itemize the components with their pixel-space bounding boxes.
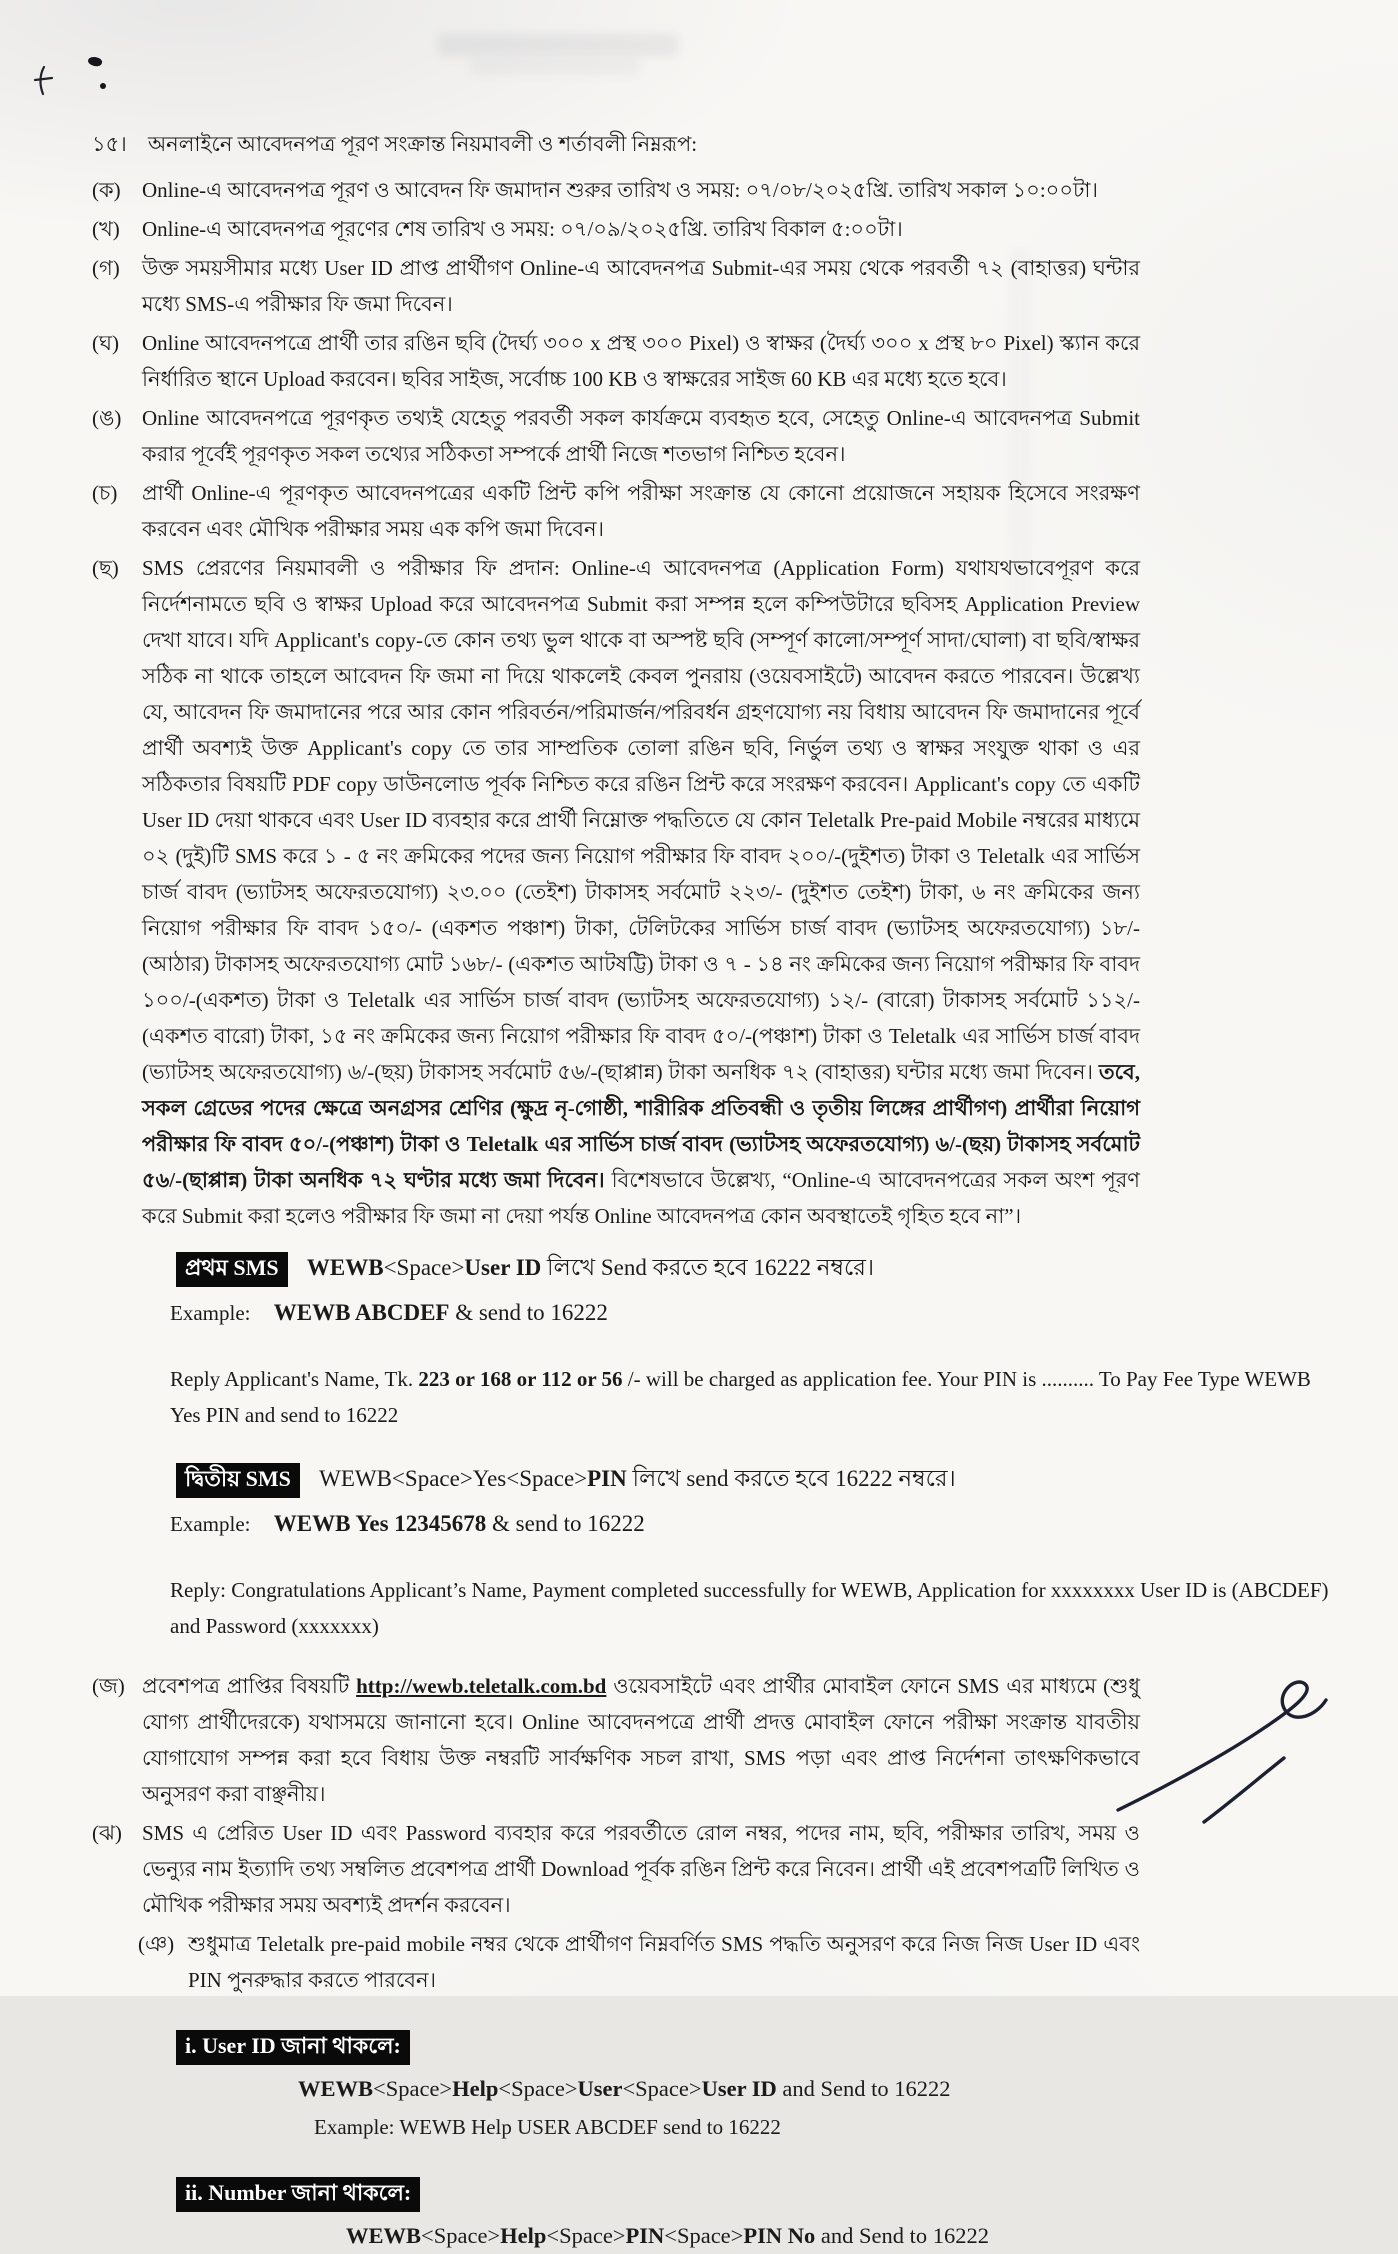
item-text: প্রার্থী Online-এ পূরণকৃত আবেদনপত্রের একটি প্রিন্ট কপি পরীক্ষা সংক্রান্ত যে কোনো প্রয়োজনে সহায়ক হিসেবে সংরক্ষণ করবেন এবং মৌখিক পরীক্ষার সময় এক কপি জমা দিবেন। bbox=[142, 481, 1140, 541]
sms-first-command: WEWB<Space>User ID লিখে Send করতে হবে 16222 নম্বরে। bbox=[306, 1255, 875, 1280]
item-label: (খ) bbox=[92, 217, 120, 241]
help-i-command: WEWB<Space>Help<Space>User<Space>User ID and Send to 16222 bbox=[298, 2076, 951, 2101]
item-label: (ঘ) bbox=[92, 331, 119, 355]
sms-first-example-line bbox=[170, 1295, 1140, 1331]
section-title: অনলাইনে আবেদনপত্র পূরণ সংক্রান্ত নিয়মাবলী ও শর্তাবলী নিম্নরূপ: bbox=[148, 132, 698, 156]
list-item-ka bbox=[92, 172, 1140, 208]
help-ii-command: WEWB<Space>Help<Space>PIN<Space>PIN No and Send to 16222 bbox=[346, 2223, 989, 2248]
help-ii-badge: ii. Number জানা থাকলে: bbox=[176, 2177, 420, 2212]
bleed-through-smudge bbox=[438, 34, 678, 56]
list-item-nya-recovery bbox=[138, 1926, 1140, 1998]
bleed-through-smudge bbox=[470, 60, 640, 74]
ink-spot bbox=[87, 55, 103, 68]
sms-second-reply: Reply: Congratulations Applicant’s Name, Payment completed successfully for WEWB, Application for xxxxxxxx User ID is (ABCDEF) and Password (xxxxxxx) bbox=[170, 1578, 1329, 1638]
item-text: Online-এ আবেদনপত্র পূরণের শেষ তারিখ ও সময়: ০৭/০৯/২০২৫খ্রি. তারিখ বিকাল ৫:০০টা। bbox=[142, 217, 903, 241]
item-label: (ঙ) bbox=[92, 406, 122, 430]
list-item-kha bbox=[92, 211, 1140, 247]
sms-first-example: WEWB ABCDEF & send to 16222 bbox=[273, 1300, 608, 1325]
list-item-uma bbox=[92, 400, 1140, 472]
item-label: (ঞ) bbox=[138, 1932, 175, 1956]
sms-second-example: WEWB Yes 12345678 & send to 16222 bbox=[273, 1511, 645, 1536]
sms-second-command: WEWB<Space>Yes<Space>PIN লিখে send করতে হবে 16222 নম্বরে। bbox=[319, 1466, 956, 1491]
list-item-jha-download bbox=[92, 1815, 1140, 1923]
sms-first-badge: প্রথম SMS bbox=[176, 1252, 288, 1287]
item-label: (ক) bbox=[92, 178, 121, 202]
help-i-badge-line bbox=[176, 2028, 1140, 2065]
help-i-badge: i. User ID জানা থাকলে: bbox=[176, 2030, 410, 2065]
list-item-gha bbox=[92, 325, 1140, 397]
signature bbox=[1108, 1662, 1338, 1832]
sms-first-command-line bbox=[176, 1250, 1140, 1287]
list-item-ga bbox=[92, 250, 1140, 322]
sms-first-reply: Reply Applicant's Name, Tk. 223 or 168 or 112 or 56 /- will be charged as application fee. Your PIN is .......... To Pay Fee Type WEWB Yes PIN and send to 16222 bbox=[170, 1367, 1311, 1427]
item-text: শুধুমাত্র Teletalk pre-paid mobile নম্বর থেকে প্রার্থীগণ নিম্নবর্ণিত SMS পদ্ধতি অনুসরণ করে নিজ নিজ User ID এবং PIN পুনরুদ্ধার করতে পারবেন। bbox=[188, 1932, 1140, 1992]
item-text: উক্ত সময়সীমার মধ্যে User ID প্রাপ্ত প্রার্থীগণ Online-এ আবেদনপত্র Submit-এর সময় থেকে পরবর্তী ৭২ (বাহাত্তর) ঘন্টার মধ্যে SMS-এ পরীক্ষার ফি জমা দিবেন। bbox=[142, 256, 1140, 316]
help-ii-badge-line bbox=[176, 2175, 1140, 2212]
item-label: (ঝ) bbox=[92, 1821, 122, 1845]
sms-second-badge: দ্বিতীয় SMS bbox=[176, 1463, 300, 1498]
document-body bbox=[92, 126, 1329, 2254]
list-item-ja-admit-card bbox=[92, 1668, 1140, 1812]
item-text: SMS প্রেরণের নিয়মাবলী ও পরীক্ষার ফি প্রদান: Online-এ আবেদনপত্র (Application Form) যথাযথভাবেপূরণ করে নির্দেশনামতে ছবি ও স্বাক্ষর Upload করে আবেদনপত্র Submit করা সম্পন্ন হলে কম্পিউটারে ছবিসহ Application Preview দেখা যাবে। যদি Applicant's copy-তে কোন তথ্য ভুল থাকে বা অস্পষ্ট ছবি (সম্পূর্ণ কালো/সম্পূর্ণ সাদা/ঘোলা) বা ছবি/স্বাক্ষর সঠিক না থাকে তাহলে আবেদন ফি জমা না দিয়ে থাকলেই কেবল পুনরায় (ওয়েবসাইটে) আবেদন করতে পারবেন। উল্লেখ্য যে, আবেদন ফি জমাদানের পরে আর কোন পরিবর্তন/পরিমার্জন/পরিবর্ধন গ্রহণযোগ্য নয় বিধায় আবেদন ফি জমাদানের পূর্বে প্রার্থী অবশ্যই উক্ত Applicant's copy তে তার সাম্প্রতিক তোলা রঙিন ছবি, নির্ভুল তথ্য ও স্বাক্ষর সংযুক্ত থাকা ও এর সঠিকতার বিষয়টি PDF copy ডাউনলোড পূর্বক নিশ্চিত করে রঙিন প্রিন্ট করে সংরক্ষণ করবেন। Applicant's copy তে একটি User ID দেয়া থাকবে এবং User ID ব্যবহার করে প্রার্থী নিম্নোক্ত পদ্ধতিতে যে কোন Teletalk Pre-paid Mobile নম্বরের মাধ্যমে ০২ (দুই)টি SMS করে ১ - ৫ নং ক্রমিকের পদের জন্য নিয়োগ পরীক্ষার ফি বাবদ ২০০/-(দুইশত) টাকা ও Teletalk এর সার্ভিস চার্জ বাবদ (ভ্যাটসহ অফেরতযোগ্য) ২৩.০০ (তেইশ) টাকাসহ সর্বমোট ২২৩/- (দুইশত তেইশ) টাকা, ৬ নং ক্রমিকের জন্য নিয়োগ পরীক্ষার ফি বাবদ ১৫০/- (একশত পঞ্চাশ) টাকা, টেলিটকের সার্ভিস চার্জ বাবদ (ভ্যাটসহ অফেরতযোগ্য) ১৮/- (আঠার) টাকাসহ অফেরতযোগ্য মোট ১৬৮/- (একশত আটষট্টি) টাকা ও ৭ - ১৪ নং ক্রমিকের জন্য নিয়োগ পরীক্ষার ফি বাবদ ১০০/-(একশত) টাকা ও Teletalk এর সার্ভিস চার্জ বাবদ (ভ্যাটসহ অফেরতযোগ্য) ১২/- (বারো) টাকাসহ সর্বমোট ১১২/- (একশত বারো) টাকা, ১৫ নং ক্রমিকের জন্য নিয়োগ পরীক্ষার ফি বাবদ ৫০/-(পঞ্চাশ) টাকা ও Teletalk এর সার্ভিস চার্জ বাবদ (ভ্যাটসহ অফেরতযোগ্য) ৬/-(ছয়) টাকাসহ সর্বমোট ৫৬/-(ছাপ্পান্ন) টাকা অনধিক ৭২ (বাহাত্তর) ঘন্টার মধ্যে জমা দিবেন। তবে, সকল গ্রেডের পদের ক্ষেত্রে অনগ্রসর শ্রেণির (ক্ষুদ্র নৃ-গোষ্ঠী, শারীরিক প্রতিবন্ধী ও তৃতীয় লিঙ্গের প্রার্থীগণ) প্রার্থীরা নিয়োগ পরীক্ষার ফি বাবদ ৫০/-(পঞ্চাশ) টাকা ও Teletalk এর সার্ভিস চার্জ বাবদ (ভ্যাটসহ অফেরতযোগ্য) ৬/-(ছয়) টাকাসহ সর্বমোট ৫৬/-(ছাপ্পান্ন) টাকা অনধিক ৭২ ঘণ্টার মধ্যে জমা দিবেন। বিশেষভাবে উল্লেখ্য, “Online-এ আবেদনপত্রের সকল অংশ পূরণ করে Submit করা হলেও পরীক্ষার ফি জমা না দেয়া পর্যন্ত Online আবেদনপত্র কোন অবস্থাতেই গৃহিত হবে না”। bbox=[142, 556, 1140, 1228]
item-text: প্রবেশপত্র প্রাপ্তির বিষয়টি http://wewb.teletalk.com.bd ওয়েবসাইটে এবং প্রার্থীর মোবাইল ফোনে SMS এর মাধ্যমে (শুধু যোগ্য প্রার্থীদেরকে) যথাসময়ে জানানো হবে। Online আবেদনপত্রে প্রার্থী প্রদত্ত মোবাইল ফোনে পরীক্ষা সংক্রান্ত যাবতীয় যোগাযোগ সম্পন্ন করা হবে বিধায় উক্ত নম্বরটি সার্বক্ষণিক সচল রাখা, SMS পড়া এবং প্রাপ্ত নির্দেশনা তাৎক্ষণিকভাবে অনুসরণ করা বাঞ্ছনীয়। bbox=[142, 1674, 1140, 1806]
item-label: (জ) bbox=[92, 1674, 125, 1698]
sms-step-second bbox=[170, 1461, 1329, 1644]
help-i-example: Example: WEWB Help USER ABCDEF send to 16222 bbox=[314, 2115, 781, 2139]
ink-spot bbox=[100, 83, 106, 89]
list-item-cha bbox=[92, 475, 1140, 547]
sms-second-command-line bbox=[176, 1461, 1140, 1498]
section-number: ১৫। bbox=[92, 132, 127, 156]
item-label: (চ) bbox=[92, 481, 118, 505]
sms-second-example-line bbox=[170, 1506, 1140, 1542]
help-number-known bbox=[176, 2175, 1140, 2254]
item-text: Online-এ আবেদনপত্র পূরণ ও আবেদন ফি জমাদান শুরুর তারিখ ও সময়: ০৭/০৮/২০২৫খ্রি. তারিখ সকাল ১০:০০টা। bbox=[142, 178, 1099, 202]
list-item-chha-sms-rules bbox=[92, 550, 1140, 1234]
sms-step-first bbox=[170, 1250, 1311, 1433]
item-label: (ছ) bbox=[92, 556, 119, 580]
item-label: (গ) bbox=[92, 256, 120, 280]
item-text: Online আবেদনপত্রে প্রার্থী তার রঙিন ছবি (দৈর্ঘ্য ৩০০ x প্রস্থ ৩০০ Pixel) ও স্বাক্ষর (দৈর্ঘ্য ৩০০ x প্রস্থ ৮০ Pixel) স্ক্যান করে নির্ধারিত স্থানে Upload করবেন। ছবির সাইজ, সর্বোচ্চ 100 KB ও স্বাক্ষরের সাইজ 60 KB এর মধ্যে হতে হবে। bbox=[142, 331, 1140, 391]
item-text: Online আবেদনপত্রে পূরণকৃত তথ্যই যেহেতু পরবর্তী সকল কার্যক্রমে ব্যবহৃত হবে, সেহেতু Online-এ আবেদনপত্র Submit করার পূর্বেই পূরণকৃত সকল তথ্যের সঠিকতা সম্পর্কে প্রার্থী নিজে শতভাগ নিশ্চিত হবেন। bbox=[142, 406, 1140, 466]
example-label: Example: bbox=[170, 1512, 251, 1536]
item-text: SMS এ প্রেরিত User ID এবং Password ব্যবহার করে পরবর্তীতে রোল নম্বর, পদের নাম, ছবি, পরীক্ষার তারিখ, সময় ও ভেন্যুর নাম ইত্যাদি তথ্য সম্বলিত প্রবেশপত্র প্রার্থী Download পূর্বক রঙিন প্রিন্ট করে নিবেন। প্রার্থী এই প্রবেশপত্রটি লিখিত ও মৌখিক পরীক্ষার সময় অবশ্যই প্রদর্শন করবেন। bbox=[142, 1821, 1140, 1917]
section-heading bbox=[92, 126, 1140, 162]
help-user-id-known bbox=[176, 2028, 1140, 2145]
example-label: Example: bbox=[170, 1301, 251, 1325]
pen-mark bbox=[30, 64, 58, 98]
